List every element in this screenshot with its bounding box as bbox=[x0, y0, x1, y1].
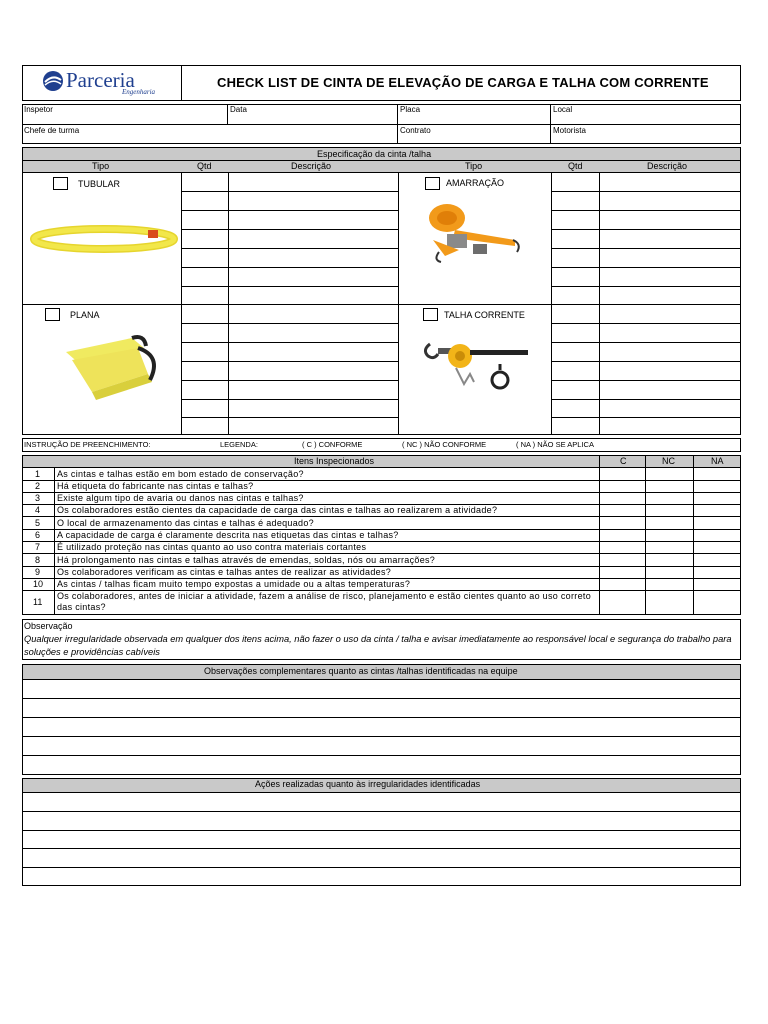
spec-col-qtd: Qtd bbox=[197, 161, 212, 171]
label-plana: PLANA bbox=[70, 310, 100, 320]
item-number: 6 bbox=[35, 530, 41, 540]
flat-strap-image bbox=[62, 334, 164, 402]
item-text: Os colaboradores verificam as cintas e talhas antes de realizar as atividades? bbox=[57, 567, 392, 577]
legend-instrucao: INSTRUÇÃO DE PREENCHIMENTO: bbox=[24, 440, 151, 449]
spec-title: Especificação da cinta /talha bbox=[317, 149, 432, 159]
item-number: 9 bbox=[35, 567, 41, 577]
spec-col-qtd-2: Qtd bbox=[568, 161, 583, 171]
label-talha-corrente: TALHA CORRENTE bbox=[444, 310, 525, 320]
label-amarracao: AMARRAÇÃO bbox=[446, 178, 505, 188]
items-col-c: C bbox=[620, 456, 627, 466]
item-number: 4 bbox=[35, 505, 41, 515]
item-number: 5 bbox=[35, 518, 41, 528]
legend-legenda: LEGENDA: bbox=[220, 440, 258, 449]
checkbox-talha-corrente[interactable] bbox=[423, 308, 438, 321]
legend-nao-aplica: ( NA ) NÃO SE APLICA bbox=[516, 440, 594, 449]
label-tubular: TUBULAR bbox=[78, 179, 121, 189]
observacao-label: Observação bbox=[24, 621, 73, 631]
item-number: 3 bbox=[35, 493, 41, 503]
legend-nao-conforme: ( NC ) NÃO CONFORME bbox=[402, 440, 487, 449]
acoes-lines[interactable] bbox=[23, 793, 740, 885]
obs-complementares-lines[interactable] bbox=[23, 680, 740, 774]
page-title: CHECK LIST DE CINTA DE ELEVAÇÃO DE CARGA E TALHA COM CORRENTE bbox=[217, 75, 709, 90]
spec-col-tipo-2: Tipo bbox=[465, 161, 483, 171]
item-number: 10 bbox=[33, 579, 44, 589]
spec-col-descricao-2: Descrição bbox=[647, 161, 688, 171]
checkbox-tubular[interactable] bbox=[53, 177, 68, 190]
checkbox-amarracao[interactable] bbox=[425, 177, 440, 190]
checkbox-plana[interactable] bbox=[45, 308, 60, 321]
item-text: As cintas e talhas estão em bom estado de conservação? bbox=[57, 469, 304, 479]
obs-complementares-title: Observações complementares quanto as cintas /talhas identificadas na equipe bbox=[204, 666, 518, 676]
item-number: 1 bbox=[35, 469, 41, 479]
observacao-text: Qualquer irregularidade observada em qualquer dos itens acima, não fazer o uso da cinta / talha e avisar imediatamente ao responsável local e segurança do trabalho para soluções e providências cabíveis bbox=[24, 634, 732, 657]
spec-col-tipo: Tipo bbox=[92, 161, 110, 171]
spec-col-descricao: Descrição bbox=[291, 161, 332, 171]
item-number: 2 bbox=[35, 481, 41, 491]
item-number: 7 bbox=[35, 542, 41, 552]
items-col-nc: NC bbox=[662, 456, 675, 466]
item-text: Existe algum tipo de avaria ou danos nas cintas e talhas? bbox=[57, 493, 304, 503]
field-motorista[interactable]: Motorista bbox=[553, 126, 586, 135]
item-text: Os colaboradores estão cientes da capacidade de carga das cintas e talhas ao realizarem a atividade? bbox=[57, 505, 498, 515]
item-text: Os colaboradores, antes de iniciar a atividade, fazem a análise de risco, planejamento e estão cientes quanto ao uso correto das cintas? bbox=[57, 591, 591, 612]
items-title: Itens Inspecionados bbox=[294, 456, 375, 466]
logo-text: Parceria bbox=[66, 68, 135, 92]
items-col-na: NA bbox=[711, 456, 724, 466]
logo-subtext: Engenharia bbox=[122, 88, 156, 96]
item-number: 11 bbox=[33, 597, 43, 607]
ratchet-strap-image bbox=[425, 200, 525, 270]
field-inspetor[interactable]: Inspetor bbox=[24, 105, 53, 114]
acoes-title: Ações realizadas quanto às irregularidades identificadas bbox=[255, 779, 481, 789]
item-text: Há etiqueta do fabricante nas cintas e talhas? bbox=[57, 481, 254, 491]
field-chefe-turma[interactable]: Chefe de turma bbox=[24, 126, 80, 135]
field-placa[interactable]: Placa bbox=[400, 105, 421, 114]
item-text: A capacidade de carga é claramente descrita nas etiquetas das cintas e talhas? bbox=[57, 530, 399, 540]
tubular-strap-image bbox=[30, 224, 178, 254]
item-text: É utilizado proteção nas cintas quanto ao uso contra materiais cortantes bbox=[57, 542, 367, 552]
legend-conforme: ( C ) CONFORME bbox=[302, 440, 363, 449]
item-text: O local de armazenamento das cintas e talhas é adequado? bbox=[57, 518, 314, 528]
field-data[interactable]: Data bbox=[230, 105, 247, 114]
item-text: Há prolongamento nas cintas e talhas através de emendas, soldas, nós ou amarrações? bbox=[57, 555, 436, 565]
chain-hoist-image bbox=[420, 336, 538, 396]
item-number: 8 bbox=[35, 555, 41, 565]
company-logo bbox=[42, 68, 172, 98]
logo-icon bbox=[42, 70, 64, 92]
item-text: As cintas / talhas ficam muito tempo expostas a umidade ou a altas temperaturas? bbox=[57, 579, 411, 589]
field-contrato[interactable]: Contrato bbox=[400, 126, 431, 135]
field-local[interactable]: Local bbox=[553, 105, 573, 114]
